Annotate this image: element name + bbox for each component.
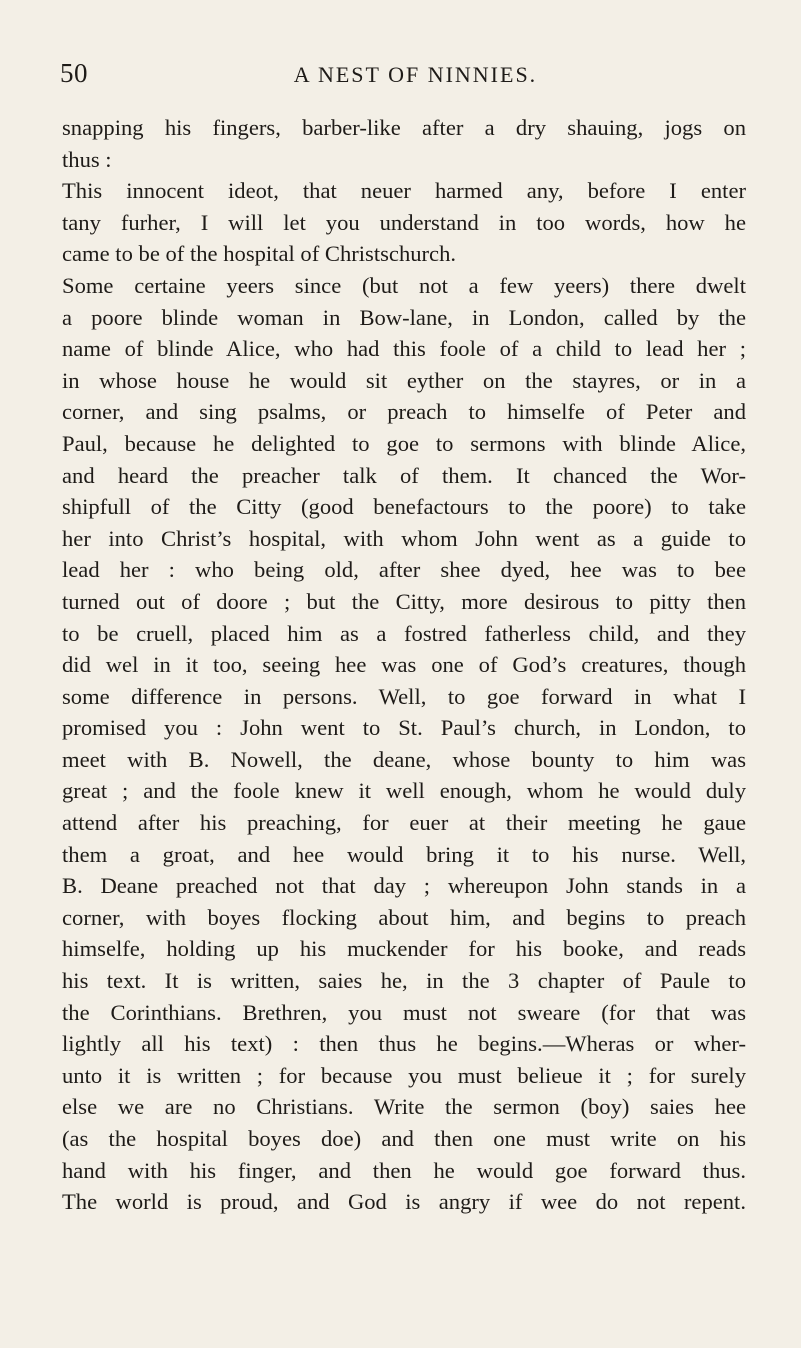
- text-line: in whose house he would sit eyther on the stayres, or in a: [62, 367, 746, 393]
- text-line: lead her : who being old, after shee dyed, hee was to bee: [62, 557, 746, 583]
- text-line: her into Christ’s hospital, with whom John went as a guide to: [62, 525, 746, 551]
- page-number: 50: [60, 58, 88, 88]
- text-line: The world is proud, and God is angry if wee do not repent.: [62, 1189, 746, 1215]
- text-line: the Corinthians. Brethren, you must not sweare (for that was: [62, 999, 746, 1025]
- text-line: a poore blinde woman in Bow-lane, in London, called by the: [62, 304, 746, 330]
- page-header: [0, 58, 801, 98]
- text-line: himselfe, holding up his muckender for his booke, and reads: [62, 936, 746, 962]
- text-line: them a groat, and hee would bring it to his nurse. Well,: [62, 841, 746, 867]
- text-line: Paul, because he delighted to goe to sermons with blinde Alice,: [62, 430, 746, 456]
- running-title: A NEST OF NINNIES.: [293, 62, 538, 87]
- text-line: great ; and the foole knew it well enough, whom he would duly: [62, 778, 746, 804]
- text-line: hand with his finger, and then he would goe forward thus.: [62, 1157, 746, 1183]
- text-line: lightly all his text) : then thus he begins.—Wheras or wher-: [62, 1031, 746, 1057]
- text-line: came to be of the hospital of Christschurch.: [62, 241, 457, 267]
- text-line: snapping his fingers, barber-like after a dry shauing, jogs on: [62, 115, 746, 140]
- text-line: some difference in persons. Well, to goe forward in what I: [62, 683, 746, 709]
- text-line: name of blinde Alice, who had this foole of a child to lead her ;: [62, 336, 746, 362]
- text-line: (as the hospital boyes doe) and then one must write on his: [62, 1126, 746, 1151]
- text-line: turned out of doore ; but the Citty, more desirous to pitty then: [62, 588, 746, 614]
- body-text: [62, 112, 746, 1218]
- text-line: unto it is written ; for because you must belieue it ; for surely: [62, 1062, 746, 1088]
- text-line: his text. It is written, saies he, in the 3 chapter of Paule to: [62, 968, 746, 994]
- text-line: else we are no Christians. Write the sermon (boy) saies hee: [62, 1094, 746, 1120]
- text-line: This innocent ideot, that neuer harmed any, before I enter: [62, 178, 746, 204]
- text-line: Some certaine yeers since (but not a few yeers) there dwelt: [62, 272, 746, 298]
- text-line: corner, and sing psalms, or preach to himselfe of Peter and: [62, 399, 746, 425]
- text-line: tany furher, I will let you understand in too words, how he: [62, 209, 746, 235]
- text-line: promised you : John went to St. Paul’s church, in London, to: [62, 715, 746, 741]
- text-line: attend after his preaching, for euer at their meeting he gaue: [62, 810, 746, 836]
- text-line: did wel in it too, seeing hee was one of God’s creatures, though: [62, 652, 746, 678]
- text-line: B. Deane preached not that day ; whereupon John stands in a: [62, 873, 746, 899]
- text-line: thus :: [62, 146, 112, 172]
- text-line: to be cruell, placed him as a fostred fatherless child, and they: [62, 620, 746, 646]
- text-line: and heard the preacher talk of them. It chanced the Wor-: [62, 462, 746, 488]
- text-line: meet with B. Nowell, the deane, whose bounty to him was: [62, 746, 746, 772]
- text-line: shipfull of the Citty (good benefactours to the poore) to take: [62, 494, 746, 520]
- text-line: corner, with boyes flocking about him, and begins to preach: [62, 904, 746, 930]
